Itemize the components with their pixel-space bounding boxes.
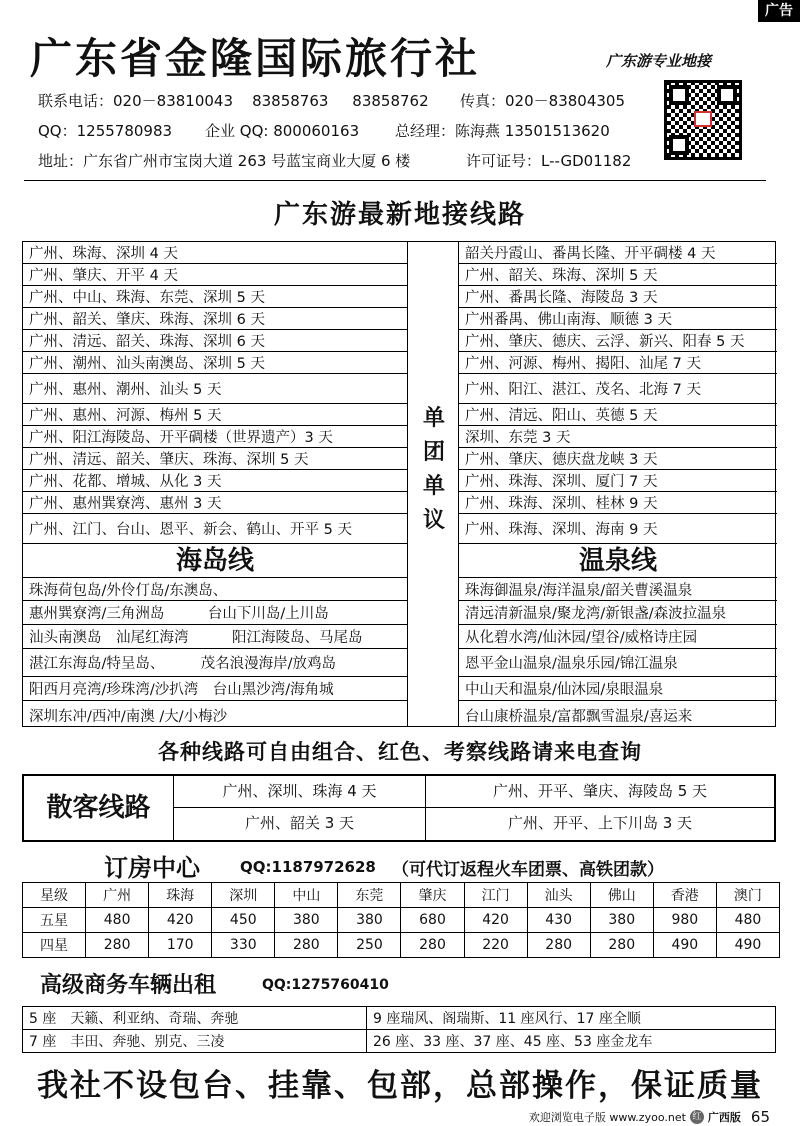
footer-text: 欢迎浏览电子版 www.zyoo.net: [528, 1111, 686, 1124]
sanke-route-box: [22, 774, 776, 842]
spring-item: 珠海御温泉/海洋温泉/韶关曹溪温泉: [459, 578, 777, 601]
spring-item: 从化碧水湾/仙沐园/望谷/威格诗庄园: [459, 625, 777, 649]
route-item: 广州、韶关、肇庆、珠海、深圳 6 天: [23, 308, 407, 330]
sanke-route: 广州、开平、上下川岛 3 天: [507, 814, 693, 832]
route-item: 广州、花都、增城、从化 3 天: [23, 470, 407, 492]
hotel-title: 订房中心: [104, 854, 200, 882]
table-header-cell: 东莞: [338, 883, 401, 908]
table-cell: 420: [149, 908, 212, 933]
spring-title: 温泉线: [459, 544, 777, 578]
hotel-qq: QQ:1187972628: [240, 858, 376, 876]
table-cell: 490: [716, 933, 779, 958]
table-cell: 5 座 天籁、利亚纳、奇瑞、奔驰: [23, 1007, 367, 1030]
car-rental-title: 高级商务车辆出租: [40, 973, 217, 998]
table-cell: 280: [401, 933, 464, 958]
sanke-route: 广州、开平、肇庆、海陵岛 5 天: [426, 776, 774, 808]
phone-label: 联系电话：: [38, 92, 114, 110]
table-cell: 9 座瑞风、阁瑞斯、11 座风行、17 座全顺: [367, 1007, 776, 1030]
contact-qq: [38, 120, 172, 141]
table-cell: 680: [401, 908, 464, 933]
route-table: [22, 241, 776, 727]
single-group-label: [408, 402, 460, 538]
table-row: [23, 1007, 776, 1030]
qq-label: QQ：: [38, 122, 77, 140]
table-cell: 380: [338, 908, 401, 933]
spring-item: 恩平金山温泉/温泉乐园/锦江温泉: [459, 649, 777, 677]
table-cell: 7 座 丰田、奔驰、别克、三凌: [23, 1030, 367, 1053]
sanke-title: 散客线路: [24, 776, 174, 840]
table-cell: 490: [653, 933, 716, 958]
combo-note: 各种线路可自由组合、红色、考察线路请来电查询: [158, 740, 642, 764]
table-header-cell: 澳门: [716, 883, 779, 908]
gm-name-phone: 陈海燕 13501513620: [455, 122, 610, 140]
route-item: 广州、江门、台山、恩平、新会、鹤山、开平 5 天: [23, 514, 407, 544]
route-item: 广州、河源、梅州、揭阳、汕尾 7 天: [459, 352, 777, 374]
contact-ent-qq: [205, 120, 359, 141]
route-item: 广州、珠海、深圳、厦门 7 天: [459, 470, 777, 492]
company-slogan: 广东游专业地接: [606, 52, 712, 70]
table-header-cell: 深圳: [212, 883, 275, 908]
phone-1: 020－83810043: [113, 92, 233, 110]
route-item: 广州、阳江、湛江、茂名、北海 7 天: [459, 374, 777, 404]
route-item: 广州、惠州、潮州、汕头 5 天: [23, 374, 407, 404]
table-cell: 380: [275, 908, 338, 933]
route-item: 广州、肇庆、开平 4 天: [23, 264, 407, 286]
table-header-cell: 广州: [86, 883, 149, 908]
right-route-column: [459, 242, 777, 729]
qr-code-icon: [664, 80, 742, 160]
table-cell: 280: [527, 933, 590, 958]
route-item: 广州、番禺长隆、海陵岛 3 天: [459, 286, 777, 308]
table-cell: 280: [86, 933, 149, 958]
route-item: 广州、珠海、深圳、桂林 9 天: [459, 492, 777, 514]
table-cell: 450: [212, 908, 275, 933]
sanke-route: 广州、深圳、珠海 4 天: [174, 776, 426, 808]
company-name: 广东省金隆国际旅行社: [30, 34, 481, 83]
island-item: 阳西月亮湾/珍珠湾/沙扒湾 台山黑沙湾/海角城: [23, 677, 407, 701]
table-header-cell: 星级: [23, 883, 86, 908]
route-item: 广州、惠州、河源、梅州 5 天: [23, 404, 407, 426]
table-cell: 280: [590, 933, 653, 958]
table-cell: 250: [338, 933, 401, 958]
table-header-cell: 佛山: [590, 883, 653, 908]
contact-address: [38, 150, 410, 171]
single-group-char: 单: [422, 406, 445, 431]
route-item: 广州、珠海、深圳、海南 9 天: [459, 514, 777, 544]
table-cell: 五星: [23, 908, 86, 933]
fax-number: 020－83804305: [505, 92, 625, 110]
table-cell: 330: [212, 933, 275, 958]
route-item: 广州、中山、珠海、东莞、深圳 5 天: [23, 286, 407, 308]
ad-badge: 广告: [758, 0, 800, 22]
route-item: 广州、肇庆、德庆、云浮、新兴、阳春 5 天: [459, 330, 777, 352]
contact-fax: [460, 90, 625, 111]
table-row: [23, 1030, 776, 1053]
route-item: 广州、珠海、深圳 4 天: [23, 242, 407, 264]
route-item: 广州、韶关、珠海、深圳 5 天: [459, 264, 777, 286]
car-rental-qq: QQ:1275760410: [262, 977, 389, 993]
address-label: 地址：: [38, 152, 84, 170]
table-header-cell: 中山: [275, 883, 338, 908]
table-cell: 980: [653, 908, 716, 933]
header-divider: [24, 180, 766, 181]
license-label: 许可证号：: [466, 152, 542, 170]
bottom-slogan: 我社不设包台、挂靠、包部，总部操作，保证质量: [37, 1068, 763, 1104]
footer-badge-icon: 红: [690, 1110, 704, 1124]
hotel-price-table: [22, 882, 780, 958]
route-item: 深圳、东莞 3 天: [459, 426, 777, 448]
address-text: 广东省广州市宝岗大道 263 号蓝宝商业大厦 6 楼: [83, 152, 411, 170]
single-group-char: 单: [422, 474, 445, 499]
spring-item: 中山天和温泉/仙沐园/泉眼温泉: [459, 677, 777, 701]
table-header-cell: 江门: [464, 883, 527, 908]
route-item: 广州、清远、韶关、肇庆、珠海、深圳 5 天: [23, 448, 407, 470]
sanke-route: 广州、韶关 3 天: [174, 808, 426, 840]
single-group-char: 团: [422, 440, 445, 465]
route-item: 广州番禺、佛山南海、顺德 3 天: [459, 308, 777, 330]
qq-number: 1255780983: [76, 122, 173, 140]
route-item: 韶关丹霞山、番禺长隆、开平碉楼 4 天: [459, 242, 777, 264]
island-title: 海岛线: [23, 544, 407, 578]
table-cell: 170: [149, 933, 212, 958]
table-cell: 四星: [23, 933, 86, 958]
qr-logo-icon: [694, 111, 712, 127]
routes-title: 广东游最新地接线路: [273, 200, 526, 230]
route-item: 广州、清远、阳山、英德 5 天: [459, 404, 777, 426]
ent-qq-label: 企业 QQ:: [205, 122, 269, 140]
phone-2: 83858763: [252, 92, 329, 110]
table-cell: 280: [275, 933, 338, 958]
left-route-column: [23, 242, 407, 729]
island-item: 珠海荷包岛/外伶仃岛/东澳岛、: [23, 578, 407, 601]
table-cell: 220: [464, 933, 527, 958]
contact-gm: [395, 120, 610, 141]
island-item: 汕头南澳岛 汕尾红海湾 阳江海陵岛、马尾岛: [23, 625, 407, 649]
spring-item: 清远清新温泉/聚龙湾/新银盏/森波拉温泉: [459, 601, 777, 625]
island-item: 湛江东海岛/特呈岛、 茂名浪漫海岸/放鸡岛: [23, 649, 407, 677]
table-cell: 380: [590, 908, 653, 933]
table-cell: 480: [86, 908, 149, 933]
fax-label: 传真：: [460, 92, 506, 110]
page-number: 65: [750, 1108, 770, 1126]
hotel-note: （可代订返程火车团票、高铁团款）: [392, 860, 664, 880]
single-group-char: 议: [422, 508, 445, 533]
table-cell: 480: [716, 908, 779, 933]
car-rental-table: [22, 1006, 776, 1053]
table-header-cell: 香港: [653, 883, 716, 908]
spring-item: 台山康桥温泉/富都飘雪温泉/喜运来: [465, 708, 693, 725]
ent-qq-number: 800060163: [273, 122, 360, 140]
route-item: 广州、惠州巽寮湾、惠州 3 天: [23, 492, 407, 514]
route-item: 广州、阳江海陵岛、开平碉楼（世界遗产）3 天: [23, 426, 407, 448]
island-item: 惠州巽寮湾/三角洲岛 台山下川岛/上川岛: [23, 601, 407, 625]
table-cell: 430: [527, 908, 590, 933]
page-footer: [529, 1108, 770, 1126]
route-item: 广州、潮州、汕头南澳岛、深圳 5 天: [23, 352, 407, 374]
table-header-cell: 珠海: [149, 883, 212, 908]
table-cell: 26 座、33 座、37 座、45 座、53 座金龙车: [367, 1030, 776, 1053]
phone-3: 83858762: [352, 92, 429, 110]
license-number: L--GD01182: [541, 152, 632, 170]
gm-label: 总经理：: [395, 122, 456, 140]
table-header-cell: 汕头: [527, 883, 590, 908]
footer-edition: 广西版: [707, 1111, 741, 1124]
contact-license: [466, 150, 631, 171]
route-item: 广州、肇庆、德庆盘龙峡 3 天: [459, 448, 777, 470]
single-group-column: [407, 242, 459, 726]
island-item: 深圳东冲/西冲/南澳 /大/小梅沙: [29, 708, 228, 725]
table-row: [23, 908, 780, 933]
table-header-cell: 肇庆: [401, 883, 464, 908]
route-item: 广州、清远、韶关、珠海、深圳 6 天: [23, 330, 407, 352]
contact-phone-row: [38, 90, 429, 111]
table-cell: 420: [464, 908, 527, 933]
table-header-row: [23, 883, 780, 908]
table-row: [23, 933, 780, 958]
